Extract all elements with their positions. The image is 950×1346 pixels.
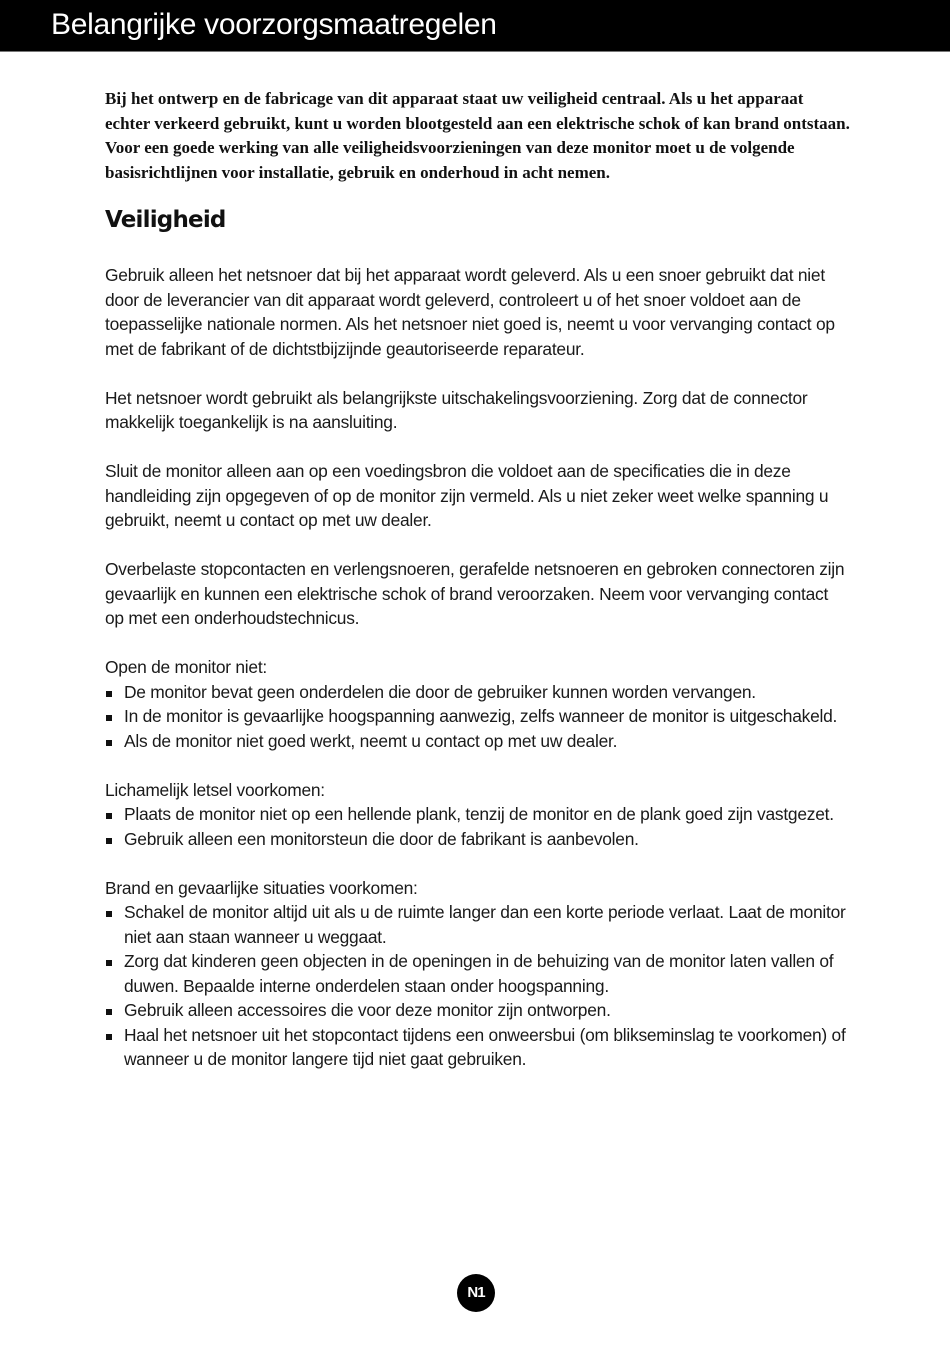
list-item [105,998,850,1023]
list-item [105,802,850,827]
group-lead-injury: Lichamelijk letsel voorkomen: [105,779,325,800]
list-item-text: Schakel de monitor altijd uit als u de ruimte langer dan een korte periode verlaat. Laat de monitor niet aan staan wanneer u weggaat. [124,902,846,947]
list-item-text: Gebruik alleen accessoires die voor deze monitor zijn ontworpen. [124,1000,611,1021]
header-bar [0,0,950,52]
intro-paragraph: Bij het ontwerp en de fabricage van dit apparaat staat uw veiligheid centraal. Als u het apparaat echter verkeerd gebruikt, kunt u worden blootgesteld aan een elektrische schok of kan brand ontstaan. Voor een goede werking van alle veiligheidsvoorzieningen van deze monitor moet u de volgende basisrichtlijnen voor installatie, gebruik en onderhoud in acht nemen. [105,89,850,182]
bullet-icon [106,960,112,966]
list-item [105,729,850,754]
bullet-icon [106,911,112,917]
bullet-icon [106,740,112,746]
list-item-text: De monitor bevat geen onderdelen die door de gebruiker kunnen worden vervangen. [124,681,756,702]
page-number-badge: N1 [457,1274,495,1312]
bullet-icon [106,715,112,721]
bullet-list-fire [105,900,850,1072]
bullet-icon [106,1009,112,1015]
bullet-icon [106,1034,112,1040]
paragraph-disconnect-device: Het netsnoer wordt gebruikt als belangrijkste uitschakelingsvoorziening. Zorg dat de connector makkelijk toegankelijk is na aansluiting. [105,387,808,433]
list-item-text: Gebruik alleen een monitorsteun die door de fabrikant is aanbevolen. [124,828,639,849]
list-item [105,1023,850,1072]
paragraph-overloaded-outlets: Overbelaste stopcontacten en verlengsnoeren, gerafelde netsnoeren en gebroken connectoren zijn gevaarlijk en kunnen een elektrische schok of brand veroorzaken. Neem voor vervanging contact op met een onderhoudstechnicus. [105,559,845,629]
list-item-text: Plaats de monitor niet op een hellende plank, tenzij de monitor en de plank goed zijn vastgezet. [124,804,834,825]
page-title: Belangrijke voorzorgsmaatregelen [51,8,497,41]
bullet-icon [106,691,112,697]
list-item [105,704,850,729]
list-item-text: Als de monitor niet goed werkt, neemt u contact op met uw dealer. [124,730,618,751]
list-item-text: Haal het netsnoer uit het stopcontact tijdens een onweersbui (om blikseminslag te voorkomen) of wanneer u de monitor langere tijd niet gaat gebruiken. [124,1024,846,1070]
bullet-icon [106,838,112,844]
list-item [105,680,850,705]
main-content [105,87,850,1072]
list-item [105,900,850,949]
list-item-text: In de monitor is gevaarlijke hoogspanning aanwezig, zelfs wanneer de monitor is uitgeschakeld. [124,706,838,727]
paragraph-power-cord: Gebruik alleen het netsnoer dat bij het apparaat wordt geleverd. Als u een snoer gebruikt dat niet door de leverancier van dit apparaat wordt geleverd, controleert u of het snoer voldoet aan de toepasselijke nationale normen. Als het netsnoer niet goed is, neemt u voor vervanging contact op met de fabrikant of de dichtstbijzijnde geautoriseerde reparateur. [105,265,835,359]
bullet-list-injury [105,802,850,851]
list-item-text: Zorg dat kinderen geen objecten in de openingen in de behuizing van de monitor laten vallen of duwen. Bepaalde interne onderdelen staan onder hoogspanning. [124,951,834,996]
section-heading: Veiligheid [105,207,226,234]
bullet-icon [106,813,112,819]
group-lead-fire: Brand en gevaarlijke situaties voorkomen: [105,877,418,898]
list-item [105,949,850,998]
paragraph-power-source: Sluit de monitor alleen aan op een voedingsbron die voldoet aan de specificaties die in deze handleiding zijn opgegeven of op de monitor zijn vermeld. Als u niet zeker weet welke spanning u gebruikt, neemt u contact op met uw dealer. [105,461,829,531]
list-item [105,827,850,852]
group-lead-open-monitor: Open de monitor niet: [105,657,267,678]
bullet-list-open-monitor [105,680,850,754]
